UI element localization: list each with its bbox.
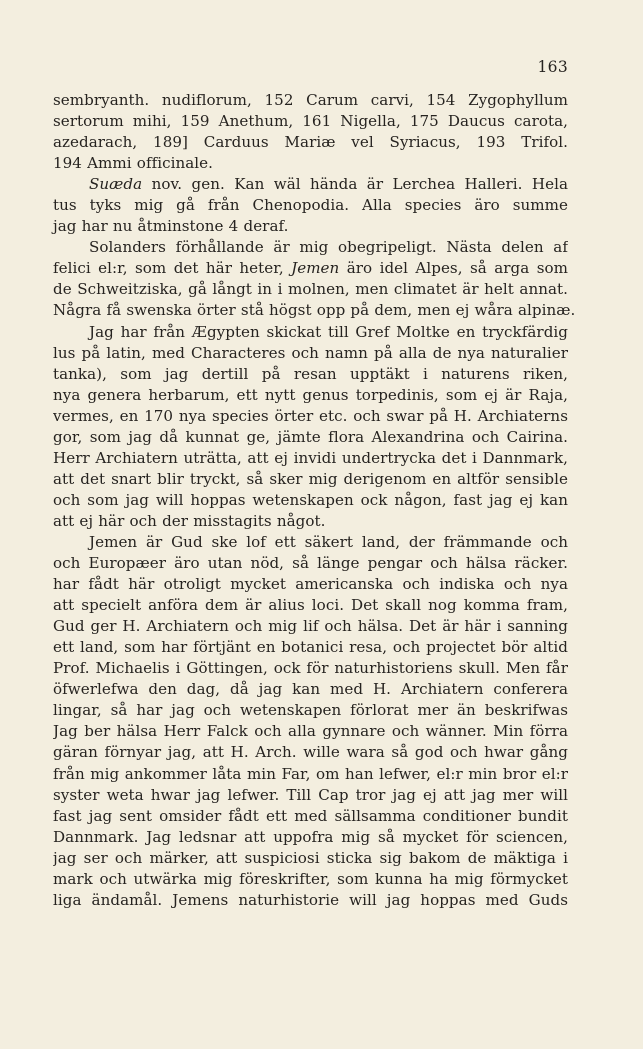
text-line: gäran förnyar jag, att H. Arch. wille wara så god och hwar gång (53, 743, 568, 762)
text-line: har fådt här otroligt mycket americanska och indiska och nya (53, 575, 568, 594)
text-line: 194 Ammi officinale. (53, 154, 214, 173)
text-line: fast jag sent omsider fådt ett med sällsamma conditioner bundit (53, 806, 568, 825)
text-line: Gud ger H. Archiatern och mig lif och hälsa. Det är här i sanning (53, 617, 568, 636)
italic-place-name: Jemen (291, 259, 340, 278)
text-line: och som jag will hoppas wetenskapen ock någon, fast jag ej kan (53, 490, 568, 509)
text-line: ett land, som har förtjänt en botanici resa, och projectet bör altid (53, 638, 568, 657)
italic-genus-name: Suæda (89, 175, 143, 194)
page-number: 163 (537, 58, 568, 76)
text-line: Jag ber hälsa Herr Falck och alla gynnare och wänner. Min förra (53, 722, 568, 741)
text-line: lus på latin, med Characteres och namn på alla de nya naturalier (53, 343, 568, 362)
text-line: de Schweitziska, gå långt in i molnen, men climatet är helt annat. (53, 280, 568, 299)
text-line: nya genera herbarum, ett nytt genus torpedinis, som ej är Raja, (53, 385, 568, 404)
text-line: Herr Archiatern uträtta, att ej invidi undertrycka det i Dannmark, (53, 448, 568, 467)
body-text (53, 90, 576, 911)
text-line: tus tyks mig gå från Chenopodia. Alla species äro summe (53, 196, 568, 215)
text-line: gor, som jag då kunnat ge, jämte flora Alexandrina och Cairina. (53, 427, 568, 446)
text-line: syster weta hwar jag lefwer. Till Cap tror jag ej att jag mer will (53, 785, 568, 804)
text-line: och Europæer äro utan nöd, så länge pengar och hälsa räcker. (53, 554, 568, 573)
text-line (53, 258, 568, 279)
text-line: Solanders förhållande är mig obegripeligt. Nästa delen af (89, 238, 568, 257)
text-line: Prof. Michaelis i Göttingen, ock för naturhistoriens skull. Men får (53, 659, 568, 678)
text-line: sembryanth. nudiflorum, 152 Carum carvi, 154 Zygophyllum (53, 91, 568, 109)
text-line: vermes, en 170 nya species örter etc. och swar på H. Archiaterns (53, 406, 568, 425)
text-line: öfwerlefwa den dag, då jag kan med H. Archiatern conferera (53, 680, 568, 699)
text-line: jag ser och märker, att suspiciosi sticka sig bakom de mäktiga i (53, 848, 568, 867)
text-line: att specielt anföra dem är alius loci. Det skall nog komma fram, (53, 596, 568, 615)
text-line: Några få swenska örter stå högst opp på dem, men ej wåra alpinæ. (53, 301, 576, 320)
text-fragment: felici el:r, som det här heter, (53, 259, 284, 278)
text-line: att ej här och der misstagits något. (53, 511, 326, 530)
text-line: liga ändamål. Jemens naturhistorie will jag hoppas med Guds (53, 890, 568, 909)
text-line: Dannmark. Jag ledsnar att uppofra mig så mycket för sciencen, (53, 827, 568, 846)
text-line: tanka), som jag dertill på resan upptäkt i naturens riken, (53, 364, 568, 383)
text-line: azedarach, 189] Carduus Mariæ vel Syriacus, 193 Trifol. (53, 133, 568, 152)
text-line: sertorum mihi, 159 Anethum, 161 Nigella, 175 Daucus carota, (53, 112, 568, 131)
text-line (53, 174, 568, 195)
text-line: jag har nu åtminstone 4 deraf. (53, 217, 289, 236)
text-fragment: nov. gen. Kan wäl hända är Lerchea Halleri. Hela (151, 175, 568, 194)
text-line: Jemen är Gud ske lof ett säkert land, der främmande och (89, 532, 568, 551)
text-fragment: äro idel Alpes, så arga som (346, 259, 568, 278)
text-line: från mig ankommer låta min Far, om han lefwer, el:r min bror el:r (53, 764, 568, 783)
text-line: mark och utwärka mig föreskrifter, som kunna ha mig förmycket (53, 869, 568, 888)
text-line: Jag har från Ægypten skickat till Gref Moltke en tryckfärdig (89, 322, 568, 341)
text-line: att det snart blir tryckt, så sker mig derigenom en altför sensible (53, 469, 568, 488)
text-line: lingar, så har jag och wetenskapen förlorat mer än beskrifwas (53, 701, 568, 720)
